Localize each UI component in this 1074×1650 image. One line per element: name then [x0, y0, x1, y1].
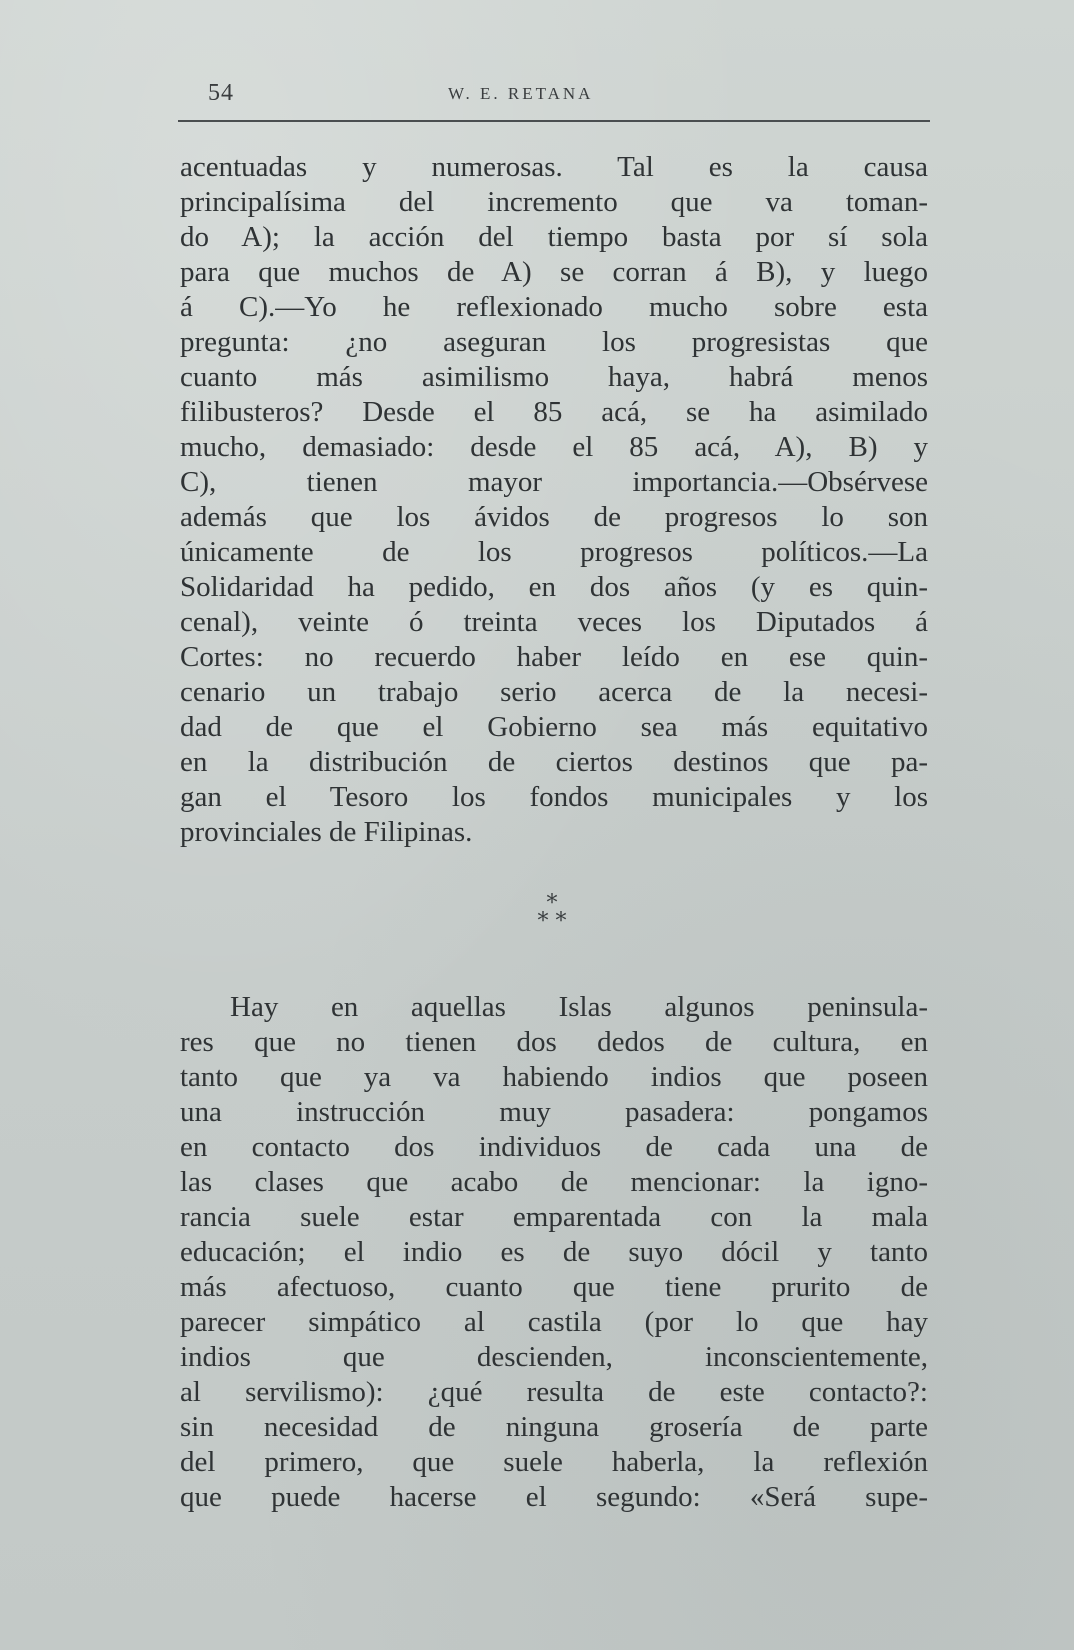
paragraph-2	[180, 990, 928, 1515]
text-line: más afectuoso, cuanto que tiene prurito de	[180, 1271, 928, 1303]
text-line: indios que descienden, inconscientemente,	[180, 1341, 928, 1373]
text-line: gan el Tesoro los fondos municipales y los	[180, 781, 928, 813]
text-line: C), tienen mayor importancia.—Obsérvese	[180, 466, 928, 498]
text-line: dad de que el Gobierno sea más equitativo	[180, 711, 928, 743]
paragraph-1	[180, 150, 928, 850]
text-line: res que no tienen dos dedos de cultura, en	[180, 1026, 928, 1058]
text-line: cenario un trabajo serio acerca de la necesi-	[180, 676, 928, 708]
text-line: Cortes: no recuerdo haber leído en ese quin-	[180, 641, 928, 673]
text-line: del primero, que suele haberla, la reflexión	[180, 1446, 928, 1478]
text-line: las clases que acabo de mencionar: la igno-	[180, 1166, 928, 1198]
text-line: do A); la acción del tiempo basta por sí sola	[180, 221, 928, 253]
text-line: rancia suele estar emparentada con la mala	[180, 1201, 928, 1233]
running-head	[178, 78, 930, 108]
text-line: filibusteros? Desde el 85 acá, se ha asimilado	[180, 396, 928, 428]
asterism-top: *	[546, 891, 558, 916]
text-line: á C).—Yo he reflexionado mucho sobre esta	[180, 291, 928, 323]
text-line: provinciales de Filipinas.	[180, 816, 473, 848]
text-line: sin necesidad de ninguna grosería de parte	[180, 1411, 928, 1443]
text-line: al servilismo): ¿qué resulta de este contacto?:	[180, 1376, 928, 1408]
header-rule	[178, 120, 930, 122]
text-line: Hay en aquellas Islas algunos peninsula-	[230, 991, 928, 1023]
text-line: únicamente de los progresos políticos.—La	[180, 536, 928, 568]
text-line: en contacto dos individuos de cada una de	[180, 1131, 928, 1163]
text-line: educación; el indio es de suyo dócil y tanto	[180, 1236, 928, 1268]
text-line: mucho, demasiado: desde el 85 acá, A), B) y	[180, 431, 928, 463]
section-break-asterism	[527, 891, 577, 939]
text-line: que puede hacerse el segundo: «Será supe-	[180, 1481, 928, 1513]
text-line: principalísima del incremento que va toman-	[180, 186, 928, 218]
text-line: cuanto más asimilismo haya, habrá menos	[180, 361, 928, 393]
text-line: para que muchos de A) se corran á B), y luego	[180, 256, 928, 288]
text-line: cenal), veinte ó treinta veces los Diputados á	[180, 606, 928, 638]
text-line: pregunta: ¿no aseguran los progresistas que	[180, 326, 928, 358]
text-line: acentuadas y numerosas. Tal es la causa	[180, 151, 928, 183]
page-number: 54	[208, 80, 234, 106]
asterism-bottom: * *	[537, 909, 567, 934]
author-name: W. E. RETANA	[448, 84, 594, 103]
text-line: parecer simpático al castila (por lo que hay	[180, 1306, 928, 1338]
text-line: en la distribución de ciertos destinos que pa-	[180, 746, 928, 778]
text-line: Solidaridad ha pedido, en dos años (y es quin-	[180, 571, 928, 603]
text-line: una instrucción muy pasadera: pongamos	[180, 1096, 928, 1128]
text-line: además que los ávidos de progresos lo son	[180, 501, 928, 533]
text-line: tanto que ya va habiendo indios que poseen	[180, 1061, 928, 1093]
